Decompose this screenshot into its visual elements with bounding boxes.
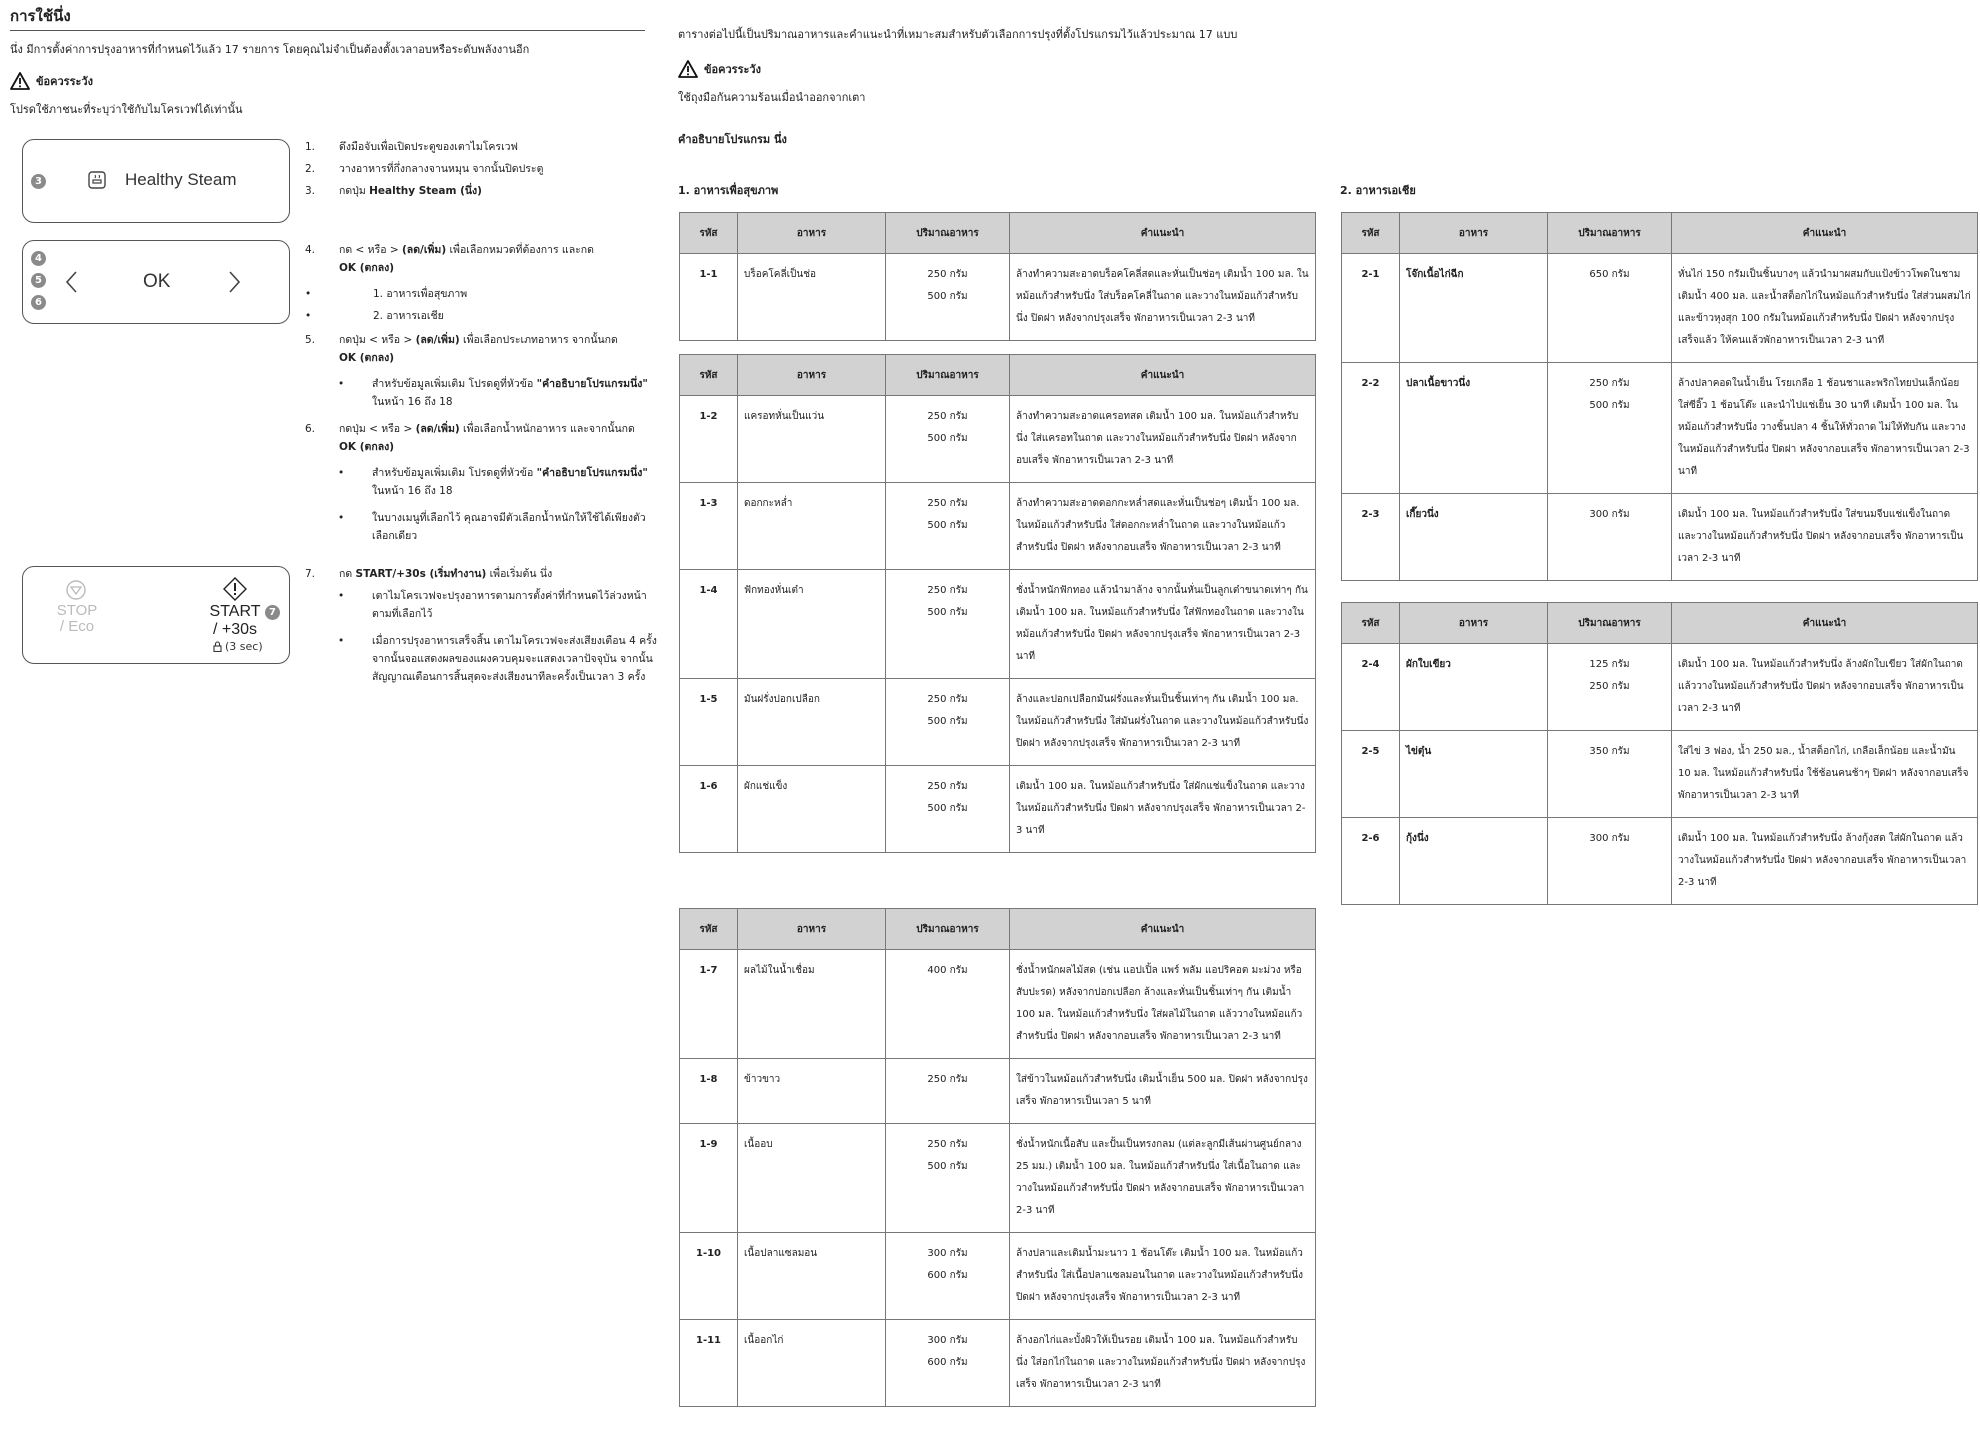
cell-code: 1-5 (680, 679, 738, 766)
cell-code: 2-6 (1342, 818, 1400, 905)
program-table-2 (679, 354, 1316, 853)
cell-amount: 250 กรัม 500 กรัม (886, 396, 1010, 483)
start-30s-button[interactable] (207, 603, 263, 638)
caution-heading-2 (678, 60, 761, 78)
table-header-row (680, 355, 1316, 396)
steam-pot-icon[interactable] (87, 170, 107, 190)
table-intro: ตารางต่อไปนี้เป็นปริมาณอาหารและคำแนะนำที่เหมาะสมสำหรับตัวเลือกการปรุงที่ตั้งโปรแกรมไว้แล้วประมาณ 17 แบบ (678, 28, 1238, 41)
cell-amount: 650 กรัม (1548, 254, 1672, 363)
cell-advice: ล้างปลาและเติมน้ำมะนาว 1 ช้อนโต๊ะ เติมน้ำ 100 มล. ในหม้อแก้วสำหรับนึ่ง ใส่เนื้อปลาแซลมอนในถาด และวางในหม้อแก้วสำหรับนึ่ง ปิดฝา หลังจากปรุงเสร็จ พักอาหารเป็นเวลา 2-3 นาที (1010, 1233, 1316, 1320)
program-guide-title: คำอธิบายโปรแกรม นึ่ง (678, 133, 787, 146)
header-amount: ปริมาณอาหาร (886, 909, 1010, 950)
header-amount: ปริมาณอาหาร (886, 213, 1010, 254)
cell-advice: เติมน้ำ 100 มล. ในหม้อแก้วสำหรับนึ่ง ใส่ผักแช่แข็งในถาด และวางในหม้อแก้วสำหรับนึ่ง ปิดฝา หลังจากปรุงเสร็จ พักอาหารเป็นเวลา 2-3 นาที (1010, 766, 1316, 853)
chevron-left-icon[interactable] (65, 271, 77, 293)
header-code: รหัส (680, 909, 738, 950)
header-advice: คำแนะนำ (1672, 213, 1978, 254)
header-food: อาหาร (738, 355, 886, 396)
cell-food: ผลไม้ในน้ำเชื่อม (738, 950, 886, 1059)
cell-amount: 125 กรัม 250 กรัม (1548, 644, 1672, 731)
cell-food: ผักใบเขียว (1400, 644, 1548, 731)
step-badge-7: 7 (265, 605, 280, 620)
stop-eco-button[interactable] (47, 603, 107, 635)
program-table-4 (1341, 212, 1978, 581)
healthy-steam-button[interactable]: Healthy Steam (125, 170, 237, 189)
step-badge-6: 6 (31, 295, 46, 310)
header-advice: คำแนะนำ (1010, 909, 1316, 950)
cell-code: 1-4 (680, 570, 738, 679)
header-food: อาหาร (1400, 603, 1548, 644)
cell-advice: ชั่งน้ำหนักผลไม้สด (เช่น แอปเปิ้ล แพร์ พลัม แอปริคอต มะม่วง หรือสับปะรด) หลังจากปอกเปลือก ล้างและหั่นเป็นชิ้นเท่าๆ กัน เติมน้ำ 100 มล. ในหม้อแก้วสำหรับนึ่ง ใส่ผลไม้ในถาด แล้ววางในหม้อแก้วสำหรับนึ่ง ปิดฝา หลังจากอบเสร็จ พักอาหารเป็นเวลา 2-3 นาที (1010, 950, 1316, 1059)
warning-icon (678, 60, 698, 78)
program-table-3 (679, 908, 1316, 1407)
cell-advice: เติมน้ำ 100 มล. ในหม้อแก้วสำหรับนึ่ง ล้างผักใบเขียว ใส่ผักในถาด แล้ววางในหม้อแก้วสำหรับนึ่ง ปิดฝา หลังจากอบเสร็จ พักอาหารเป็นเวลา 2-3 นาที (1672, 644, 1978, 731)
header-amount: ปริมาณอาหาร (1548, 603, 1672, 644)
caution-heading (10, 72, 93, 90)
cell-advice: ล้างอกไก่และบั้งผิวให้เป็นรอย เติมน้ำ 100 มล. ในหม้อแก้วสำหรับนึ่ง ใส่อกไก่ในถาด และวางในหม้อแก้วสำหรับนึ่ง ปิดฝา หลังจากปรุงเสร็จ พักอาหารเป็นเวลา 2-3 นาที (1010, 1320, 1316, 1407)
cell-food: กุ้งนึ่ง (1400, 818, 1548, 905)
cell-code: 1-3 (680, 483, 738, 570)
cell-amount: 250 กรัม 500 กรัม (1548, 363, 1672, 494)
cell-code: 1-6 (680, 766, 738, 853)
cell-amount: 400 กรัม (886, 950, 1010, 1059)
title-rule (10, 30, 645, 31)
stop-eco-icon (65, 579, 87, 601)
cell-food: เนื้อปลาแซลมอน (738, 1233, 886, 1320)
table-row (1342, 494, 1978, 581)
cell-code: 1-10 (680, 1233, 738, 1320)
cell-amount: 300 กรัม 600 กรัม (886, 1320, 1010, 1407)
program-table-5 (1341, 602, 1978, 905)
table-row (680, 570, 1316, 679)
header-food: อาหาร (1400, 213, 1548, 254)
start-stop-panel (22, 566, 290, 664)
cell-amount: 250 กรัม 500 กรัม (886, 1124, 1010, 1233)
cell-food: ผักแช่แข็ง (738, 766, 886, 853)
cell-code: 2-3 (1342, 494, 1400, 581)
table-header-row (680, 909, 1316, 950)
caution-label-2: ข้อควรระวัง (704, 63, 761, 76)
cell-food: ปลาเนื้อขาวนึ่ง (1400, 363, 1548, 494)
cell-amount: 300 กรัม 600 กรัม (886, 1233, 1010, 1320)
cell-advice: ชั่งน้ำหนักเนื้อสับ และปั้นเป็นทรงกลม (แต่ละลูกมีเส้นผ่านศูนย์กลาง 25 มม.) เติมน้ำ 100 มล. ในหม้อแก้วสำหรับนึ่ง ใส่เนื้อในถาด และวางในหม้อแก้วสำหรับนึ่ง ปิดฝา หลังจากอบเสร็จ พักอาหารเป็นเวลา 2-3 นาที (1010, 1124, 1316, 1233)
section-healthy-food: 1. อาหารเพื่อสุขภาพ (678, 184, 779, 197)
table-row (680, 950, 1316, 1059)
cell-amount: 250 กรัม 500 กรัม (886, 679, 1010, 766)
cell-code: 1-1 (680, 254, 738, 341)
table-row (680, 254, 1316, 341)
cell-advice: ใส่ไข่ 3 ฟอง, น้ำ 250 มล., น้ำสต็อกไก่, เกลือเล็กน้อย และน้ำมัน 10 มล. ในหม้อแก้วสำหรับนึ่ง ใช้ช้อนคนช้าๆ ปิดฝา หลังจากอบเสร็จ พักอาหารเป็นเวลา 2-3 นาที (1672, 731, 1978, 818)
header-amount: ปริมาณอาหาร (886, 355, 1010, 396)
cell-code: 2-5 (1342, 731, 1400, 818)
cell-food: เกี๊ยวนึ่ง (1400, 494, 1548, 581)
table-row (1342, 363, 1978, 494)
header-food: อาหาร (738, 909, 886, 950)
step-badge-4: 4 (31, 251, 46, 266)
cell-amount: 250 กรัม 500 กรัม (886, 483, 1010, 570)
start-diamond-icon (223, 577, 247, 601)
cell-food: ข้าวขาว (738, 1059, 886, 1124)
stop-label-line2: / Eco (59, 617, 95, 635)
navigation-panel (22, 240, 290, 324)
cell-code: 2-1 (1342, 254, 1400, 363)
cell-advice: ล้างปลาคอดในน้ำเย็น โรยเกลือ 1 ช้อนชาและพริกไทยป่นเล็กน้อย ใส่ซีอิ๊ว 1 ช้อนโต๊ะ และนำไปแช่เย็น 30 นาที เติมน้ำ 100 มล. ในหม้อแก้วสำหรับนึ่ง วางชิ้นปลา 4 ชิ้นให้ทั่วถาด ไม่ให้ทับกัน และวางในหม้อแก้วสำหรับนึ่ง ปิดฝา หลังจากอบเสร็จ พักอาหารเป็นเวลา 2-3 นาที (1672, 363, 1978, 494)
cell-code: 1-9 (680, 1124, 738, 1233)
step-badge-5: 5 (31, 273, 46, 288)
healthy-steam-panel (22, 139, 290, 223)
cell-food: ดอกกะหล่ำ (738, 483, 886, 570)
chevron-right-icon[interactable] (229, 271, 241, 293)
cell-amount: 250 กรัม 500 กรัม (886, 254, 1010, 341)
header-food: อาหาร (738, 213, 886, 254)
header-amount: ปริมาณอาหาร (1548, 213, 1672, 254)
cell-food: บร็อคโคลี่เป็นช่อ (738, 254, 886, 341)
cell-food: แครอทหั่นเป็นแว่น (738, 396, 886, 483)
header-advice: คำแนะนำ (1672, 603, 1978, 644)
cell-food: เนื้ออบ (738, 1124, 886, 1233)
cell-food: มันฝรั่งปอกเปลือก (738, 679, 886, 766)
table-header-row (680, 213, 1316, 254)
cell-food: โจ๊กเนื้อไก่ฉีก (1400, 254, 1548, 363)
header-code: รหัส (680, 213, 738, 254)
table-row (1342, 644, 1978, 731)
cell-amount: 250 กรัม (886, 1059, 1010, 1124)
cell-advice: ใส่ข้าวในหม้อแก้วสำหรับนึ่ง เติมน้ำเย็น 500 มล. ปิดฝา หลังจากปรุงเสร็จ พักอาหารเป็นเวลา 5 นาที (1010, 1059, 1316, 1124)
cell-amount: 250 กรัม 500 กรัม (886, 570, 1010, 679)
warning-icon (10, 72, 30, 90)
stop-label-line1: STOP (56, 602, 98, 619)
cell-code: 1-11 (680, 1320, 738, 1407)
section-asian-food: 2. อาหารเอเชีย (1340, 184, 1416, 197)
header-code: รหัส (1342, 603, 1400, 644)
cell-food: ฟักทองหั่นเต๋า (738, 570, 886, 679)
step-badge-3: 3 (31, 174, 46, 189)
table-header-row (1342, 213, 1978, 254)
cell-amount: 300 กรัม (1548, 818, 1672, 905)
table-row (680, 1233, 1316, 1320)
start-label-line2: / +30s (212, 620, 258, 638)
start-label-line1: START (209, 603, 261, 620)
table-row (1342, 254, 1978, 363)
cell-code: 1-8 (680, 1059, 738, 1124)
header-code: รหัส (680, 355, 738, 396)
caution-label: ข้อควรระวัง (36, 75, 93, 88)
header-advice: คำแนะนำ (1010, 355, 1316, 396)
table-row (680, 396, 1316, 483)
cell-code: 1-7 (680, 950, 738, 1059)
header-code: รหัส (1342, 213, 1400, 254)
cell-advice: หั่นไก่ 150 กรัมเป็นชิ้นบางๆ แล้วนำมาผสมกับแป้งข้าวโพดในชาม เติมน้ำ 400 มล. และน้ำสต็อกไก่ในหม้อแก้วสำหรับนึ่ง ใส่ส่วนผสมไก่และข้าวหุงสุก 100 กรัมในหม้อแก้วสำหรับนึ่ง ปิดฝา หลังจากปรุงเสร็จแล้ว ให้คนแล้วพักอาหารเป็นเวลา 2-3 นาที (1672, 254, 1978, 363)
caution-text-2: ใช้ถุงมือกันความร้อนเมื่อนำออกจากเตา (678, 91, 866, 104)
cell-code: 2-2 (1342, 363, 1400, 494)
cell-advice: ล้างทำความสะอาดดอกกะหล่ำสดและหั่นเป็นช่อๆ เติมน้ำ 100 มล. ในหม้อแก้วสำหรับนึ่ง ใส่ดอกกะหล่ำในถาด และวางในหม้อแก้วสำหรับนึ่ง ปิดฝา หลังจากอบเสร็จ พักอาหารเป็นเวลา 2-3 นาที (1010, 483, 1316, 570)
cell-food: เนื้ออกไก่ (738, 1320, 886, 1407)
cell-advice: ล้างและปอกเปลือกมันฝรั่งและหั่นเป็นชิ้นเท่าๆ กัน เติมน้ำ 100 มล. ในหม้อแก้วสำหรับนึ่ง ใส่มันฝรั่งในถาด และวางในหม้อแก้วสำหรับนึ่ง ปิดฝา หลังจากปรุงเสร็จ พักอาหารเป็นเวลา 2-3 นาที (1010, 679, 1316, 766)
cell-advice: เติมน้ำ 100 มล. ในหม้อแก้วสำหรับนึ่ง ใส่ขนมจีบแช่แข็งในถาด และวางในหม้อแก้วสำหรับนึ่ง ปิดฝา หลังจากอบเสร็จ พักอาหารเป็นเวลา 2-3 นาที (1672, 494, 1978, 581)
cell-advice: เติมน้ำ 100 มล. ในหม้อแก้วสำหรับนึ่ง ล้างกุ้งสด ใส่ผักในถาด แล้ววางในหม้อแก้วสำหรับนึ่ง ปิดฝา หลังจากอบเสร็จ พักอาหารเป็นเวลา 2-3 นาที (1672, 818, 1978, 905)
table-row (680, 679, 1316, 766)
cell-code: 1-2 (680, 396, 738, 483)
cell-advice: ล้างทำความสะอาดแครอทสด เติมน้ำ 100 มล. ในหม้อแก้วสำหรับนึ่ง ใส่แครอทในถาด และวางในหม้อแก้วสำหรับนึ่ง ปิดฝา หลังจากอบเสร็จ พักอาหารเป็นเวลา 2-3 นาที (1010, 396, 1316, 483)
hold-seconds-label: (3 sec) (225, 640, 263, 653)
table-row (680, 483, 1316, 570)
program-table-1 (679, 212, 1316, 341)
table-row (680, 1320, 1316, 1407)
table-row (680, 766, 1316, 853)
table-header-row (1342, 603, 1978, 644)
table-row (1342, 818, 1978, 905)
header-advice: คำแนะนำ (1010, 213, 1316, 254)
cell-food: ไข่ตุ๋น (1400, 731, 1548, 818)
ok-button[interactable]: OK (143, 271, 171, 292)
lock-icon (213, 641, 222, 652)
cell-amount: 250 กรัม 500 กรัม (886, 766, 1010, 853)
intro-text: นึ่ง มีการตั้งค่าการปรุงอาหารที่กำหนดไว้แล้ว 17 รายการ โดยคุณไม่จำเป็นต้องตั้งเวลาอบหรือระดับพลังงานอีก (10, 43, 530, 56)
table-row (680, 1059, 1316, 1124)
cell-amount: 300 กรัม (1548, 494, 1672, 581)
cell-code: 2-4 (1342, 644, 1400, 731)
table-row (1342, 731, 1978, 818)
table-row (680, 1124, 1316, 1233)
cell-advice: ล้างทำความสะอาดบร็อคโคลี่สดและหั่นเป็นช่อๆ เติมน้ำ 100 มล. ในหม้อแก้วสำหรับนึ่ง ใส่บร็อคโคลี่ในถาด และวางในหม้อแก้วสำหรับนึ่ง ปิดฝา หลังจากปรุงเสร็จ พักอาหารเป็นเวลา 2-3 นาที (1010, 254, 1316, 341)
page-title: การใช้นึ่ง (10, 7, 71, 25)
cell-amount: 350 กรัม (1548, 731, 1672, 818)
caution-text: โปรดใช้ภาชนะที่ระบุว่าใช้กับไมโครเวฟได้เท่านั้น (10, 103, 243, 116)
cell-advice: ชั่งน้ำหนักฟักทอง แล้วนำมาล้าง จากนั้นหั่นเป็นลูกเต๋าขนาดเท่าๆ กัน เติมน้ำ 100 มล. ในหม้อแก้วสำหรับนึ่ง ใส่ฟักทองในถาด และวางในหม้อแก้วสำหรับนึ่ง ปิดฝา หลังจากปรุงเสร็จ พักอาหารเป็นเวลา 2-3 นาที (1010, 570, 1316, 679)
